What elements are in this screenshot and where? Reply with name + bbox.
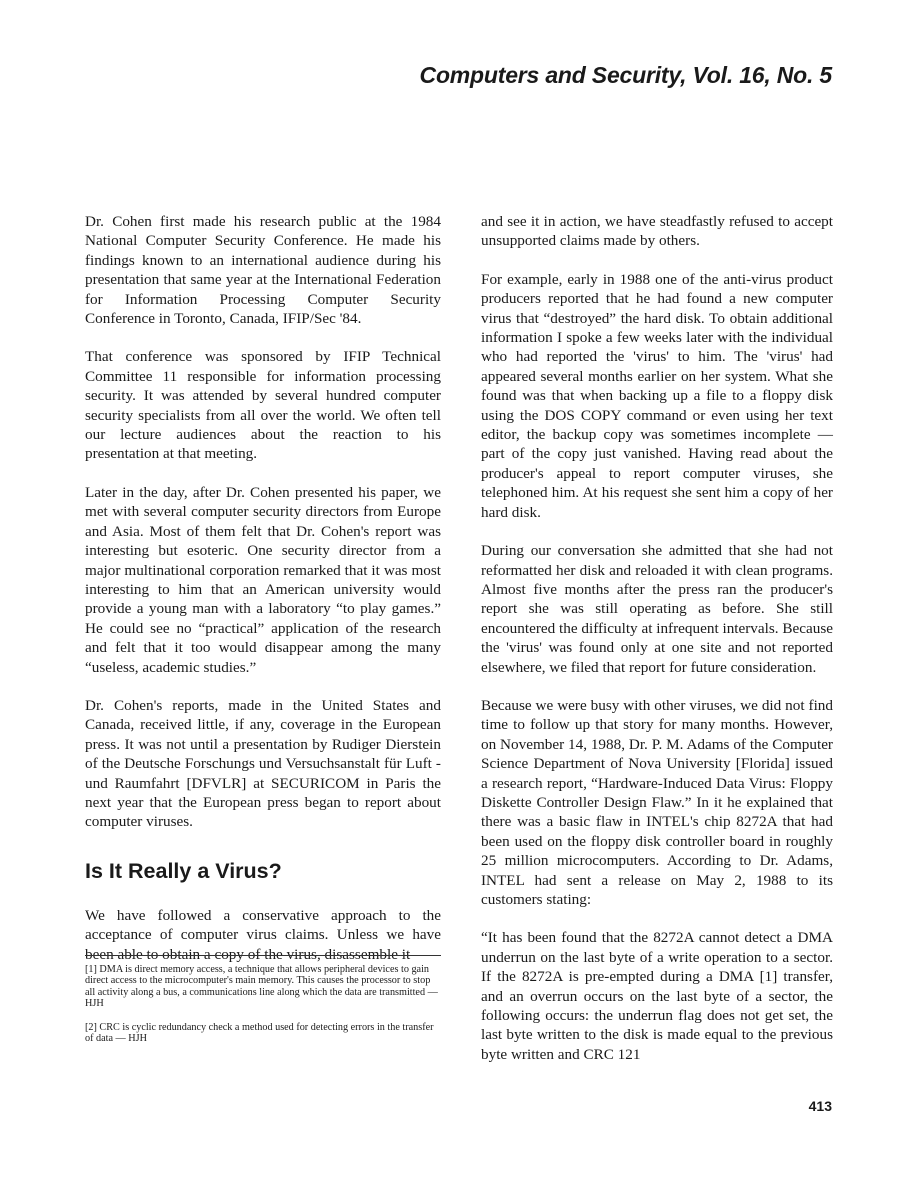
section-heading: Is It Really a Virus?: [85, 858, 282, 883]
paragraph: Dr. Cohen's reports, made in the United States and Canada, received little, if any, coverage in the European press. It was not until a presentation by Rudiger Dierstein of the Deutsche Forschungs und Versuchsanstalt für Luft - und Raumfahrt [DFVLR] at SECURICOM in Paris the next year that the European press began to report about computer viruses.: [85, 696, 441, 831]
running-head-title: Computers and Security, Vol. 16, No. 5: [419, 62, 832, 88]
paragraph: During our conversation she admitted that she had not reformatted her disk and reloaded it with clean programs. Almost five months after the press ran the producer's report she was still operating as before. She still encountered the difficulty at infrequent intervals. Because the 'virus' was found only at one site and not reported elsewhere, we filed that report for future consideration.: [481, 542, 833, 676]
paragraph: Later in the day, after Dr. Cohen presented his paper, we met with several computer security directors from Europe and Asia. Most of them felt that Dr. Cohen's report was interesting but esoteric. One security director from a major multinational corporation remarked that it was most interesting to him that an American university would provide a young man with a laboratory “to play games.” He could see no “practical” application of the research and felt that it too would disappear among the many “useless, academic studies.”: [85, 483, 441, 676]
paragraph: For example, early in 1988 one of the anti-virus product producers reported that he had found a new computer virus that “destroyed” the hard disk. To obtain additional information I spoke a few weeks later with the individual who had reported the 'virus' to him. The 'virus' had appeared several months earlier on her system. What she found was that when backing up a file to a floppy disk using the DOS COPY command or even using her text editor, the backup copy was sometimes incomplete — part of the copy just vanished. Having read about the producer's appeal to report computer viruses, she telephoned him. At his request she sent him a copy of her hard disk.: [481, 270, 833, 521]
left-column: [85, 212, 441, 983]
right-column: [481, 212, 833, 1083]
block-quote: “It has been found that the 8272A cannot detect a DMA underrun on the last byte of a write operation to a sector. If the 8272A is pre-empted during a DMA [1] transfer, and an overrun occurs on the last byte of a sector, the following occurs: the underrun flag does not get set, the last byte written to the disk is made equal to the previous byte written and CRC 121: [481, 929, 833, 1063]
paragraph: Because we were busy with other viruses, we did not find time to follow up that story for many months. However, on November 14, 1988, Dr. P. M. Adams of the Computer Science Department of Nova University [Florida] issued a research report, “Hardware-Induced Data Virus: Floppy Diskette Controller Design Flaw.” In it he explained that there was a basic flaw in INTEL's chip 8272A that had been used on the floppy disk controller board in roughly 25 million microcomputers. According to Dr. Adams, INTEL had sent a release on May 2, 1988 to its customers stating:: [481, 696, 833, 908]
footnote-1: [1] DMA is direct memory access, a technique that allows peripheral devices to gain direct access to the microcomputer's main memory. This causes the processor to stop all activity along a bus, a communications line along which the data are transmitted — HJH: [85, 964, 438, 1010]
paragraph: That conference was sponsored by IFIP Technical Committee 11 responsible for information processing security. It was attended by several hundred computer security specialists from all over the world. We often tell our lecture audiences about the reaction to his presentation at that meeting.: [85, 348, 441, 463]
footnote-2: [2] CRC is cyclic redundancy check a method used for detecting errors in the transfer of data — HJH: [85, 1021, 434, 1045]
paragraph: We have followed a conservative approach to the acceptance of computer virus claims. Unless we have been able to obtain a copy of the virus, disassemble it: [85, 906, 441, 963]
page-number: 413: [808, 1098, 832, 1114]
footnotes: [85, 955, 441, 1056]
paragraph: and see it in action, we have steadfastly refused to accept unsupported claims made by others.: [481, 213, 833, 250]
paragraph: Dr. Cohen first made his research public at the 1984 National Computer Security Conference. He made his findings known to an international audience during his presentation that same year at the International Federation for Information Processing Computer Security Conference in Toronto, Canada, IFIP/Sec '84.: [85, 213, 441, 328]
